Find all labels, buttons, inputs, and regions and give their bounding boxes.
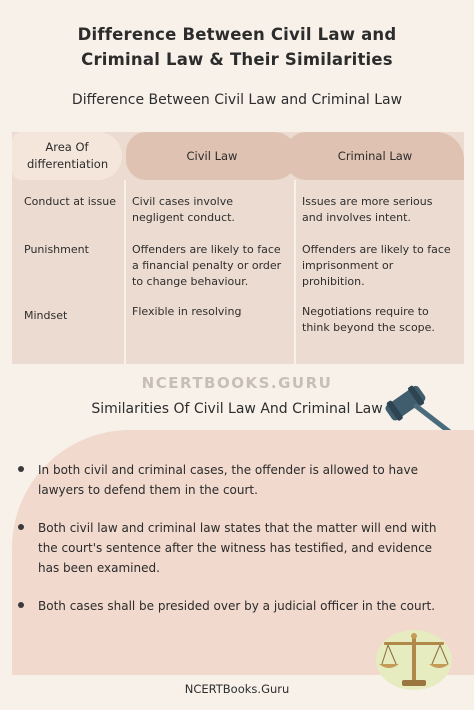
footer-site: NCERTBooks.Guru bbox=[184, 682, 290, 696]
bullet-icon bbox=[18, 466, 24, 472]
comparison-table bbox=[12, 132, 464, 364]
list-item bbox=[38, 596, 438, 616]
row-punishment-area: Punishment bbox=[24, 243, 89, 256]
column-divider bbox=[294, 180, 296, 364]
title-line-1: Difference Between Civil Law and bbox=[77, 25, 397, 44]
row-mindset-area: Mindset bbox=[24, 309, 68, 322]
row-punishment-criminal: Offenders are likely to face imprisonment or prohibition. bbox=[302, 243, 451, 288]
table-subtitle: Difference Between Civil Law and Criminal Law bbox=[71, 92, 403, 108]
similarity-text: Both civil law and criminal law states that the matter will end with the court's sentence after the witness has testified, and evidence has been examined. bbox=[38, 521, 437, 575]
row-conduct-civil: Civil cases involve negligent conduct. bbox=[132, 195, 235, 224]
row-mindset-criminal: Negotiations require to think beyond the scope. bbox=[302, 305, 435, 334]
title-line-2: Criminal Law & Their Similarities bbox=[81, 50, 393, 69]
similarity-text: Both cases shall be presided over by a judicial officer in the court. bbox=[38, 599, 436, 613]
row-punishment-civil: Offenders are likely to face a financial penalty or order to change behaviour. bbox=[132, 243, 282, 288]
bullet-icon bbox=[18, 524, 24, 530]
brand-watermark: NCERTBOOKS.GURU bbox=[141, 374, 333, 392]
header-area bbox=[12, 132, 122, 180]
list-item bbox=[38, 460, 438, 500]
list-item bbox=[38, 518, 438, 578]
header-area-label: Area Of differentiation bbox=[27, 140, 109, 171]
row-conduct-criminal: Issues are more serious and involves intent. bbox=[302, 195, 433, 224]
similarities-title: Similarities Of Civil Law And Criminal Law bbox=[91, 401, 383, 417]
page-title bbox=[0, 22, 474, 72]
header-criminal-law: Criminal Law bbox=[286, 132, 464, 180]
bullet-icon bbox=[18, 602, 24, 608]
header-civil-law: Civil Law bbox=[126, 132, 298, 180]
similarity-text: In both civil and criminal cases, the offender is allowed to have lawyers to defend them in the court. bbox=[38, 463, 418, 497]
row-mindset-civil: Flexible in resolving bbox=[132, 305, 242, 318]
row-conduct-area: Conduct at issue bbox=[24, 195, 117, 208]
column-divider bbox=[124, 180, 126, 364]
